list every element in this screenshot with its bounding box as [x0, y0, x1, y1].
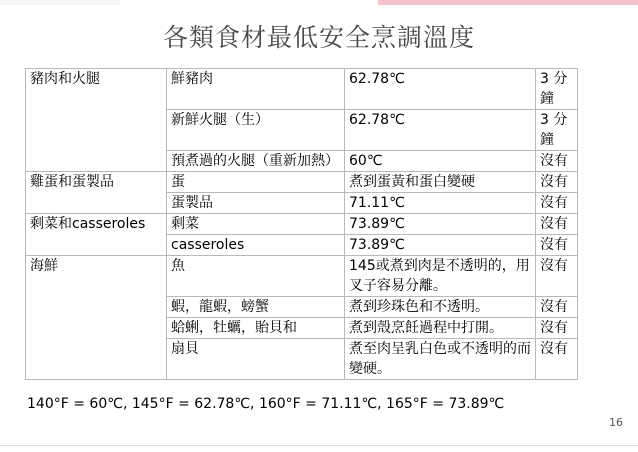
table-cell-temperature: 62.78℃	[345, 110, 536, 151]
table-cell-food: 魚	[167, 256, 345, 297]
table-cell-rest-time: 沒有	[536, 214, 578, 235]
table-cell-rest-time: 沒有	[536, 172, 578, 193]
table-cell-temperature: 煮到殼烹飪過程中打開。	[345, 318, 536, 339]
table-cell-food: 蝦，龍蝦，螃蟹	[167, 297, 345, 318]
table-cell-food: 蛤蜊，牡蠣，貽貝和	[167, 318, 345, 339]
table-cell-rest-time: 3 分鐘	[536, 69, 578, 110]
table-cell-rest-time: 3 分鐘	[536, 110, 578, 151]
table-cell-rest-time: 沒有	[536, 235, 578, 256]
table-cell-food: 鮮豬肉	[167, 69, 345, 110]
table-cell-food: 蛋製品	[167, 193, 345, 214]
table-cell-rest-time: 沒有	[536, 318, 578, 339]
page-number: 16	[609, 416, 623, 429]
slide-title: 各類食材最低安全烹調溫度	[162, 23, 475, 52]
table-cell-food: 蛋	[167, 172, 345, 193]
table-cell-temperature: 60℃	[345, 151, 536, 172]
table-cell-food: 新鮮火腿（生）	[167, 110, 345, 151]
bottom-rule	[0, 445, 638, 446]
table-cell-category: 豬肉和火腿	[26, 69, 167, 172]
conversion-note: 140°F = 60℃, 145°F = 62.78℃, 160°F = 71.11℃, 165°F = 73.89℃	[27, 396, 505, 412]
table-cell-rest-time: 沒有	[536, 339, 578, 380]
table-cell-rest-time: 沒有	[536, 193, 578, 214]
table-cell-temperature: 71.11℃	[345, 193, 536, 214]
table-row	[26, 172, 578, 193]
table-cell-food: 扇貝	[167, 339, 345, 380]
table-cell-temperature: 煮至肉呈乳白色或不透明的而變硬。	[345, 339, 536, 380]
table-row	[26, 214, 578, 235]
top-stripe-accent	[378, 0, 638, 5]
table-cell-food: 預煮過的火腿（重新加熱）	[167, 151, 345, 172]
table-row	[26, 256, 578, 297]
table-cell-category: 剩菜和casseroles	[26, 214, 167, 256]
table-cell-rest-time: 沒有	[536, 151, 578, 172]
table-row	[26, 69, 578, 110]
table-cell-temperature: 73.89℃	[345, 214, 536, 235]
table-cell-rest-time: 沒有	[536, 297, 578, 318]
table-cell-temperature: 73.89℃	[345, 235, 536, 256]
table-cell-temperature: 煮到蛋黃和蛋白變硬	[345, 172, 536, 193]
table-cell-food: casseroles	[167, 235, 345, 256]
table-cell-category: 雞蛋和蛋製品	[26, 172, 167, 214]
table-cell-temperature: 62.78℃	[345, 69, 536, 110]
temperature-table	[25, 68, 578, 380]
table-cell-temperature: 145或煮到肉是不透明的，用叉子容易分離。	[345, 256, 536, 297]
top-stripe-left	[0, 0, 120, 5]
table-cell-temperature: 煮到珍珠色和不透明。	[345, 297, 536, 318]
table-cell-food: 剩菜	[167, 214, 345, 235]
table-cell-category: 海鮮	[26, 256, 167, 380]
table-cell-rest-time: 沒有	[536, 256, 578, 297]
